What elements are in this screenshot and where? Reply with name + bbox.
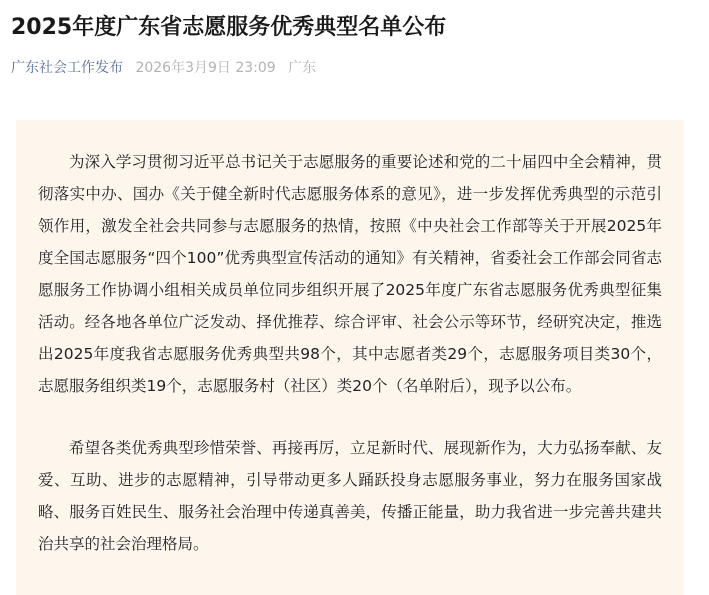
publish-region: 广东 (288, 60, 317, 76)
article-paragraph-2: 希望各类优秀典型珍惜荣誉、再接再厉，立足新时代、展现新作为，大力弘扬奉献、友爱、互助、进步的志愿精神，引导带动更多人踊跃投身志愿服务事业，努力在服务国家战略、服务百姓民生、服务社会治理中传递真善美，传播正能量，助力我省进一步完善共建共治共享的社会治理格局。 (38, 439, 662, 553)
article-paragraph-1: 为深入学习贯彻习近平总书记关于志愿服务的重要论述和党的二十届四中全会精神，贯彻落实中办、国办《关于健全新时代志愿服务体系的意见》，进一步发挥优秀典型的示范引领作用，激发全社会共同参与志愿服务的热情，按照《中央社会工作部等关于开展2025年度全国志愿服务“四个100”优秀典型宣传活动的通知》有关精神，省委社会工作部会同省志愿服务工作协调小组相关成员单位同步组织开展了2025年度广东省志愿服务优秀典型征集活动。经各地各单位广泛发动、择优推荐、综合评审、社会公示等环节，经研究决定，推选出2025年度我省志愿服务优秀典型共98个，其中志愿者类29个，志愿服务项目类30个，志愿服务组织类19个，志愿服务村（社区）类20个（名单附后），现予以公布。 (38, 153, 662, 395)
publish-time: 2026年3月9日 23:09 (135, 60, 276, 76)
source-account-link[interactable]: 广东社会工作发布 (11, 60, 123, 76)
article-meta (11, 58, 316, 78)
article-title: 2025年度广东省志愿服务优秀典型名单公布 (11, 15, 447, 40)
article-body-box (16, 120, 684, 595)
